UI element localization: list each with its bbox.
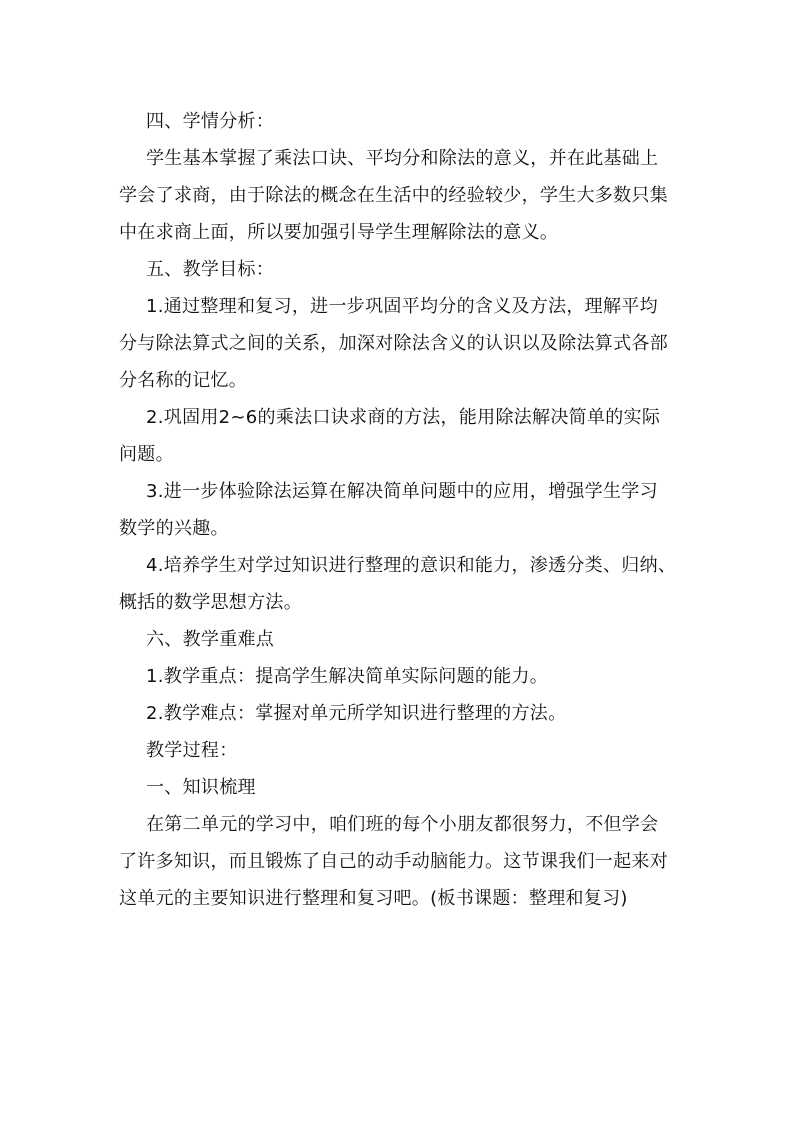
paragraph-line: 中在求商上面，所以要加强引导学生理解除法的意义。 — [119, 222, 559, 243]
heading-teaching-goals: 五、教学目标： — [146, 259, 275, 280]
paragraph-line: 这单元的主要知识进行整理和复习吧。(板书课题：整理和复习) — [119, 888, 628, 909]
goal-1-line: 分名称的记忆。 — [119, 370, 248, 391]
goal-2-line: 2.巩固用2~6的乘法口诀求商的方法，能用除法解决简单的实际 — [146, 407, 661, 428]
document-body — [119, 103, 679, 917]
heading-key-difficult-points: 六、教学重难点 — [146, 629, 275, 650]
goal-1-line: 1.通过整理和复习，进一步巩固平均分的含义及方法，理解平均 — [146, 296, 658, 317]
goal-4-line: 4.培养学生对学过知识进行整理的意识和能力，渗透分类、归纳、 — [146, 555, 677, 576]
key-point-line: 1.教学重点：提高学生解决简单实际问题的能力。 — [146, 666, 549, 687]
heading-learning-analysis: 四、学情分析： — [146, 111, 275, 132]
goal-3-line: 3.进一步体验除法运算在解决简单问题中的应用，增强学生学习 — [146, 481, 658, 502]
paragraph-line: 学生基本掌握了乘法口诀、平均分和除法的意义，并在此基础上 — [146, 148, 659, 169]
paragraph-line: 了许多知识，而且锻炼了自己的动手动脑能力。这节课我们一起来对 — [119, 851, 668, 872]
heading-teaching-process: 教学过程： — [146, 740, 238, 761]
goal-4-line: 概括的数学思想方法。 — [119, 592, 302, 613]
goal-1-line: 分与除法算式之间的关系，加深对除法含义的认识以及除法算式各部 — [119, 333, 668, 354]
goal-3-line: 数学的兴趣。 — [119, 518, 229, 539]
paragraph-line: 在第二单元的学习中，咱们班的每个小朋友都很努力，不但学会 — [146, 814, 659, 835]
goal-2-line: 问题。 — [119, 444, 174, 465]
heading-knowledge-review: 一、知识梳理 — [146, 777, 256, 798]
paragraph-line: 学会了求商，由于除法的概念在生活中的经验较少，学生大多数只集 — [119, 185, 668, 206]
difficult-point-line: 2.教学难点：掌握对单元所学知识进行整理的方法。 — [146, 703, 567, 724]
